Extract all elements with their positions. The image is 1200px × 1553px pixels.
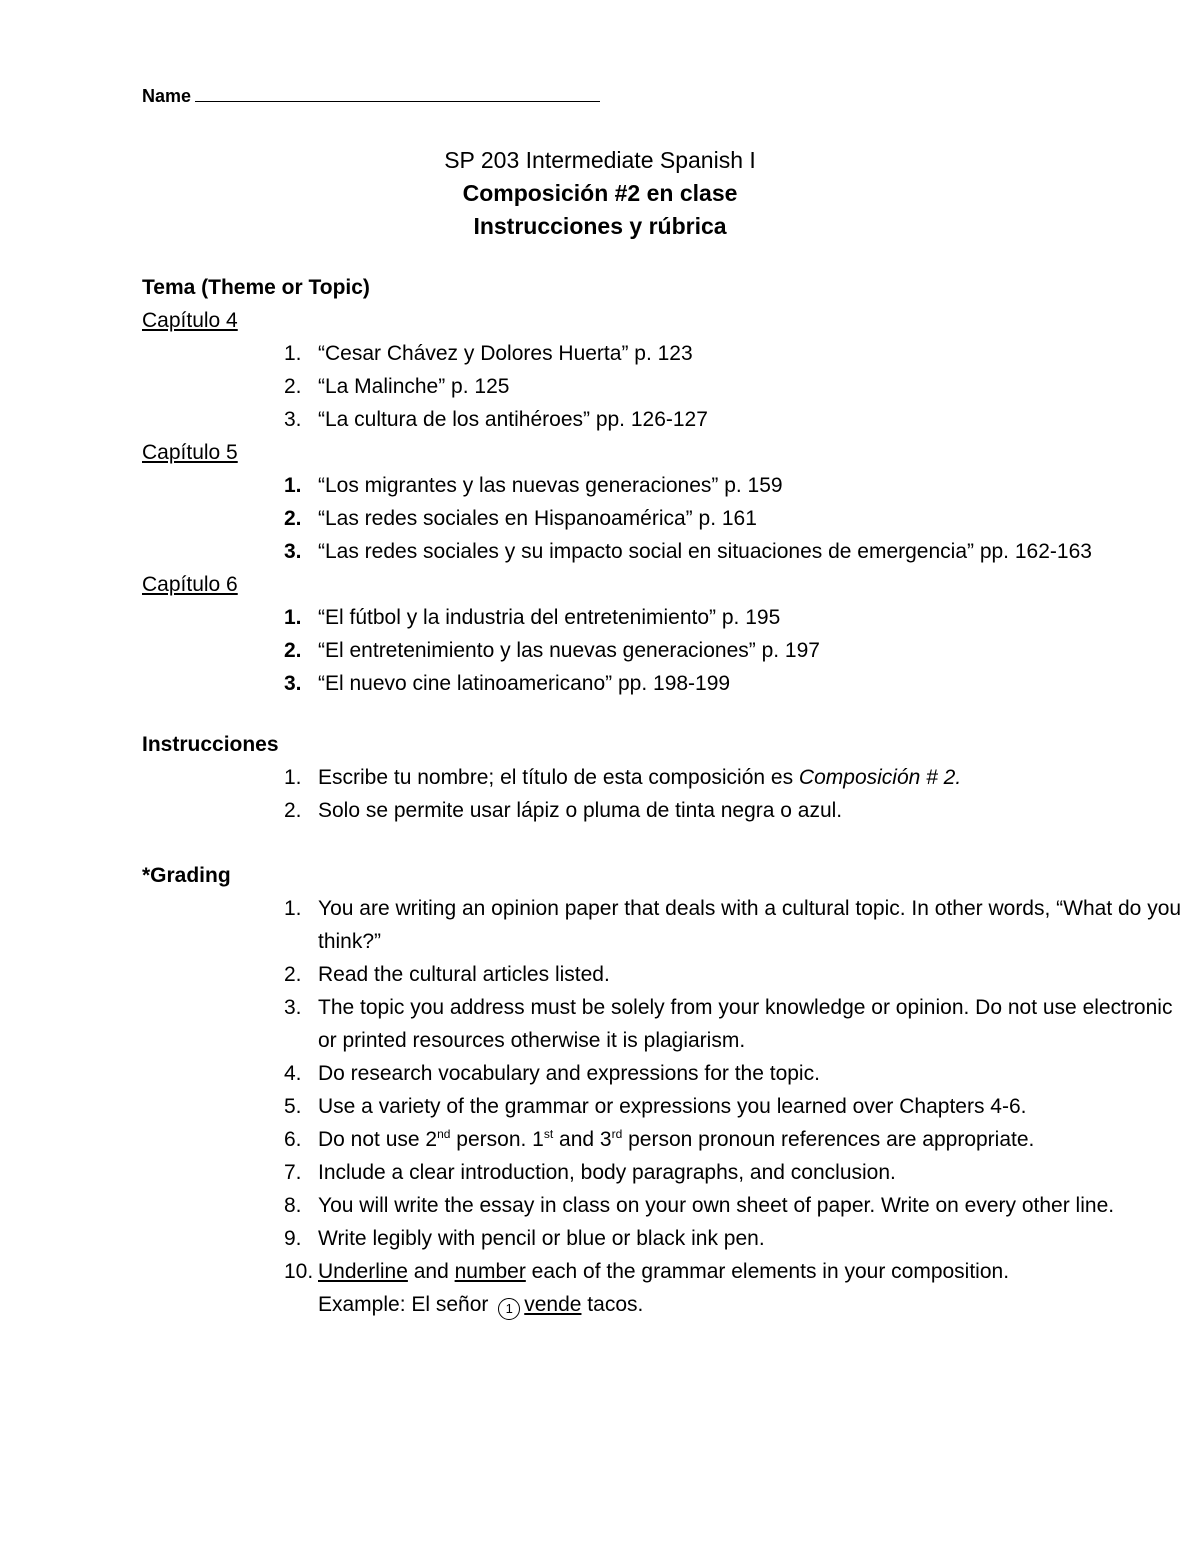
tema-heading: Tema (Theme or Topic) (142, 276, 370, 299)
composition-title: Composición #2 en clase (462, 180, 738, 206)
course-title: SP 203 Intermediate Spanish I (444, 147, 756, 173)
chapter-5-label: Capítulo 5 (142, 441, 238, 464)
chapter-6-label: Capítulo 6 (142, 573, 238, 596)
instrucciones-heading: Instrucciones (142, 733, 279, 756)
name-blank-line[interactable] (195, 83, 600, 102)
circled-number-one: 1 (498, 1298, 520, 1320)
instructions-title: Instrucciones y rúbrica (473, 213, 727, 239)
name-field[interactable] (142, 83, 600, 108)
name-label: Name (142, 86, 192, 106)
document-page: Name SP 203 Intermediate Spanish I Composición #2 en clase Instrucciones y rúbrica Tema (Theme or Topic) Capítulo 4 1. “Cesar Chávez y Dolores Huerta” p. 123 2. “La Malinche” p. 125 3. “La cultura de los antihéroes” pp. 126-127 Capítulo 5 1. “Los migrantes y las nuevas generaciones” p. 159 2. “Las redes sociales en Hispanoamérica” p. 161 3. “Las redes sociales y su impacto social en situaciones de emergencia” pp. 162-163 Capítulo 6 1. “El fútbol y la industria del entretenimiento” p. 195 2. “El entretenimiento y las nuevas generaciones” p. 197 3. “El nuevo cine latinoamericano” pp. 198-199 Instrucciones 1. Escribe tu nombre; el título de esta composición es Composición # 2. 2. Solo se permite usar lápiz o pluma de tinta negra o azul. *Grading 1. You are writing an opinion paper that deals with a cultural topic. In other words, “What do you think?” 2. Read the cultural articles listed. 3. The topic you address must be solely from your knowledge or opinion. Do not use electronic or printed resources otherwise it is plagiarism. 4. Do research vocabulary and expressions for the topic. 5. Use a variety of the grammar or expressions you learned over Chapters 4-6. 6. Do not use 2nd person. 1st and 3rd person pronoun references are appropriate. 7. Include a clear introduction, body paragraphs, and conclusion. 8. You will write the essay in class on your own sheet of paper. Write on every other line. 9. Write legibly with pencil or blue or black ink pen. 10. Underline and number each of the grammar elements in your composition. Example: El señor 1 vende tacos. (0, 0, 1200, 1553)
chapter-4-label: Capítulo 4 (142, 309, 238, 332)
grading-heading: *Grading (142, 864, 231, 887)
